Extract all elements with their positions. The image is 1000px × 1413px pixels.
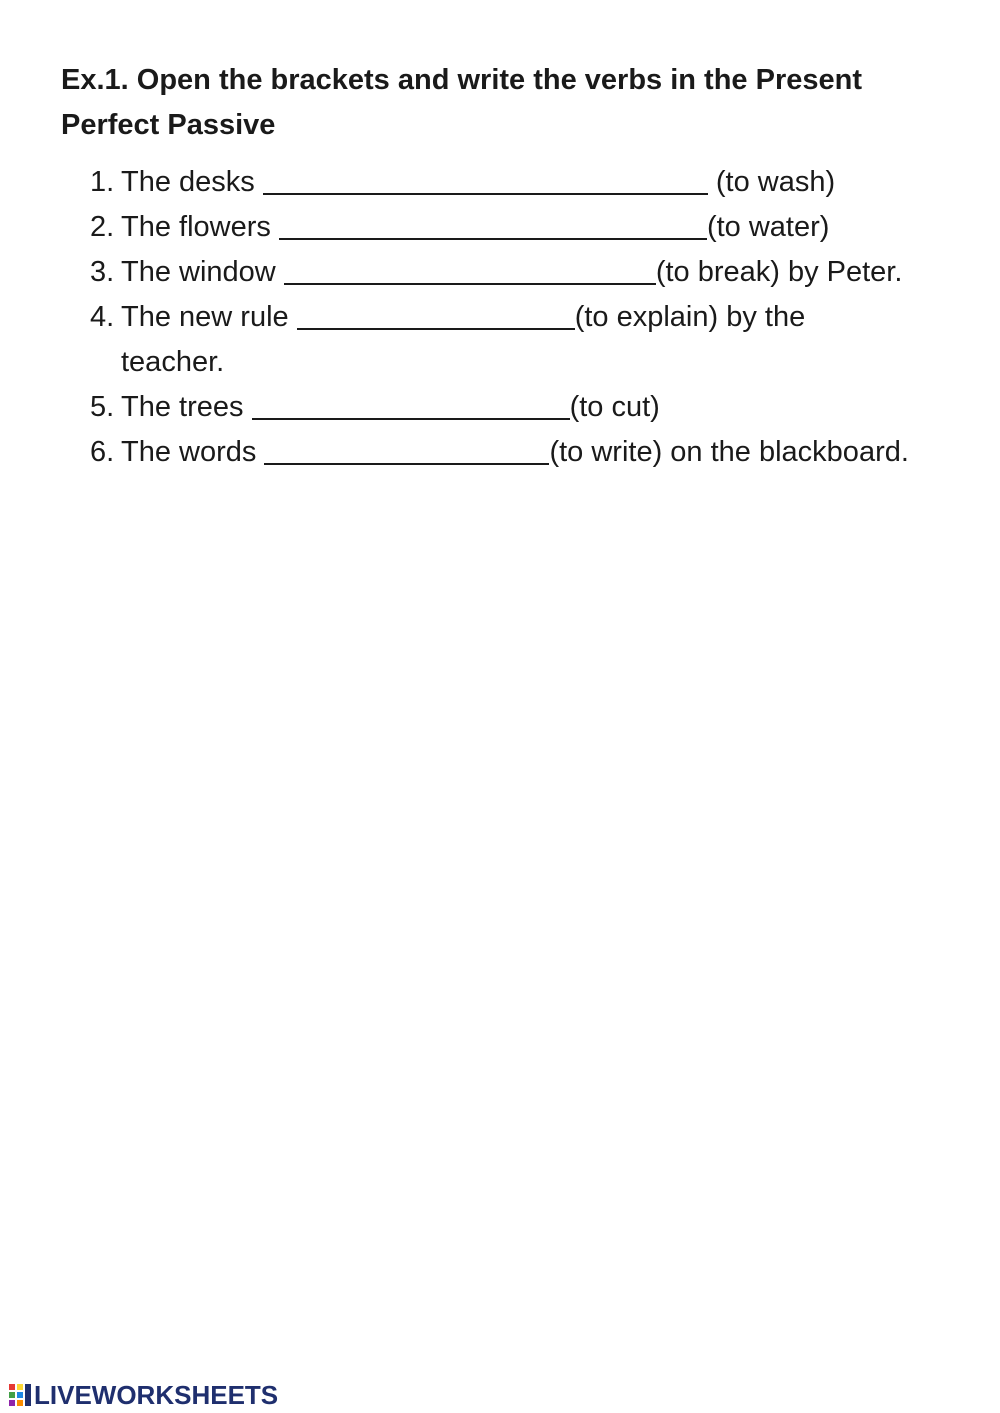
liveworksheets-logo-icon (8, 1383, 32, 1407)
item-verb-hint: (to cut) (569, 391, 660, 423)
exercise-item-3 (90, 250, 910, 295)
exercise-title: Ex.1. Open the brackets and write the verbs in the Present Perfect Passive (61, 64, 862, 141)
item-verb-hint: (to write) on the blackboard. (549, 436, 909, 468)
item-sentence (121, 205, 910, 250)
item-subject: The desks (121, 166, 263, 198)
item-sentence (121, 295, 910, 385)
exercise-list (90, 160, 910, 475)
item-sentence (121, 160, 910, 205)
item-subject: The trees (121, 391, 252, 423)
item-number: 3. (90, 256, 115, 288)
item-verb-hint: (to wash) (707, 166, 836, 198)
exercise-item-4 (90, 295, 910, 385)
item-sentence (121, 385, 910, 430)
item-verb-hint: (to break) by Peter. (655, 256, 903, 288)
item-sentence (121, 250, 910, 295)
answer-blank[interactable] (264, 433, 549, 465)
item-number: 2. (90, 211, 115, 243)
answer-blank[interactable] (297, 298, 575, 330)
item-verb-hint: (to water) (706, 211, 830, 243)
footer-brand-text: LIVEWORKSHEETS (34, 1379, 279, 1410)
answer-blank[interactable] (252, 388, 570, 420)
exercise-item-1 (90, 160, 910, 205)
item-sentence (121, 430, 910, 475)
item-subject: The flowers (121, 211, 279, 243)
exercise-item-2 (90, 205, 910, 250)
item-subject: The new rule (121, 301, 297, 333)
exercise-item-5 (90, 385, 910, 430)
item-subject: The window (121, 256, 284, 288)
exercise-item-6 (90, 430, 910, 475)
item-number: 6. (90, 436, 115, 468)
item-verb-hint: (to explain) by the teacher. (121, 301, 806, 378)
item-number: 5. (90, 391, 115, 423)
answer-blank[interactable] (263, 163, 708, 195)
footer-branding (8, 1380, 278, 1410)
item-number: 1. (90, 166, 115, 198)
answer-blank[interactable] (284, 253, 656, 285)
item-number: 4. (90, 301, 115, 333)
answer-blank[interactable] (279, 208, 707, 240)
item-subject: The words (121, 436, 265, 468)
